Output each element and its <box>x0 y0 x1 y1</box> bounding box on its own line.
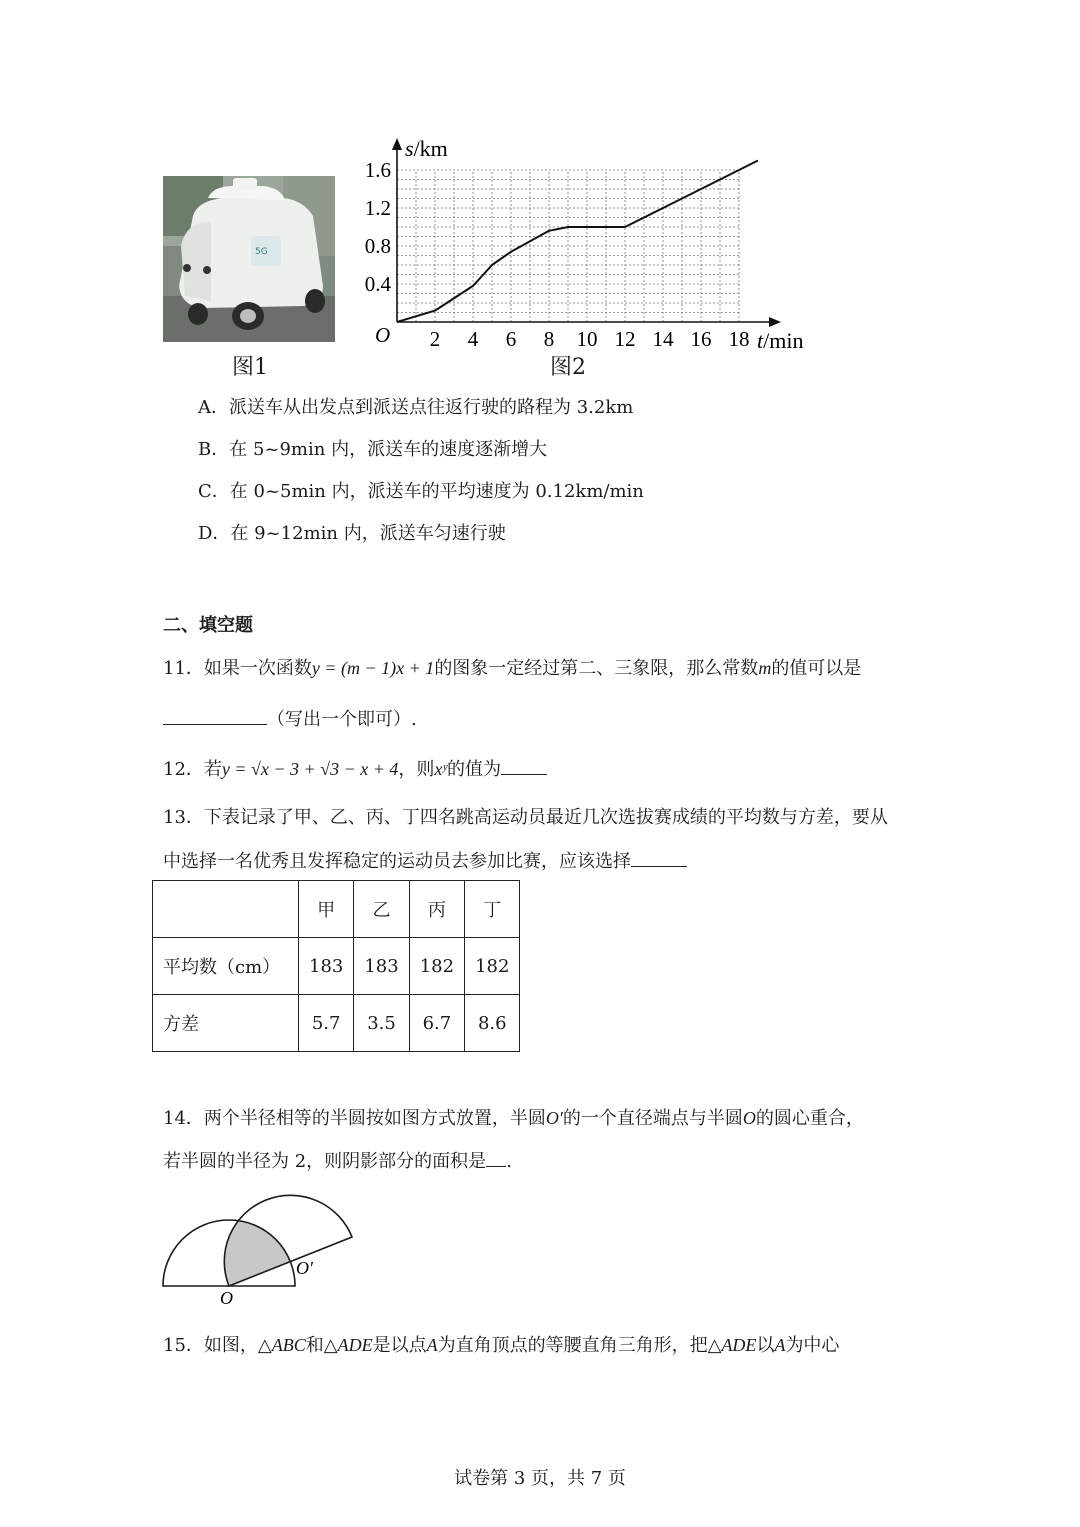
table-cell: 8.6 <box>465 995 520 1052</box>
table-row <box>153 995 520 1052</box>
q11-mid: 的图象一定经过第二、三象限，那么常数 <box>434 658 759 679</box>
q15-a2: A <box>774 1335 786 1355</box>
table-cell <box>153 881 299 938</box>
table-cell: 乙 <box>354 881 409 938</box>
q14-line2-end: . <box>506 1151 512 1172</box>
q15-post: 为中心 <box>785 1335 840 1356</box>
q12-mid: ，则 <box>398 759 435 780</box>
y-tick-label: 0.4 <box>364 272 391 296</box>
q15-mid1: 和△ <box>305 1335 338 1356</box>
label-o-prime: O′ <box>296 1258 313 1278</box>
question-14-line1 <box>163 1106 864 1131</box>
x-tick-label: 6 <box>505 327 517 351</box>
question-13-line2 <box>163 848 687 874</box>
y-tick-label: 1.2 <box>364 196 391 220</box>
page-footer: 试卷第 3 页，共 7 页 <box>454 1468 626 1489</box>
figure1-caption: 图1 <box>232 355 268 380</box>
x-tick-label: 18 <box>728 327 750 351</box>
table-cell: 平均数（cm） <box>153 938 299 995</box>
x-tick-label: 10 <box>576 327 598 351</box>
y-axis-label: s/km <box>405 136 448 161</box>
q15-ade2: ADE <box>721 1335 757 1355</box>
table-header-row <box>153 881 520 938</box>
table-cell: 方差 <box>153 995 299 1052</box>
table-cell: 甲 <box>299 881 354 938</box>
q15-pre: 15．如图，△ <box>163 1335 272 1356</box>
table-cell: 丁 <box>465 881 520 938</box>
q14-answer-blank[interactable] <box>486 1148 506 1167</box>
q11-post: 的值可以是 <box>771 658 862 679</box>
table-cell: 183 <box>354 938 409 995</box>
x-tick-label: 14 <box>652 327 674 351</box>
table-cell: 182 <box>409 938 464 995</box>
q13-answer-blank[interactable] <box>631 848 687 867</box>
origin-label: O <box>375 323 391 347</box>
table-row <box>153 938 520 995</box>
q15-abc: ABC <box>271 1335 306 1355</box>
question-13-line1: 13．下表记录了甲、乙、丙、丁四名跳高运动员最近几次选拔赛成绩的平均数与方差，要从 <box>163 807 888 828</box>
label-o: O <box>220 1288 233 1308</box>
q15-mid3: 为直角顶点的等腰直角三角形，把△ <box>437 1335 722 1356</box>
q14-line1-mid: 的一个直径端点与半圆 <box>562 1108 743 1129</box>
x-axis-label: t/min <box>757 328 804 353</box>
q12-post: 的值为 <box>446 759 501 780</box>
q11-line2-text: （写出一个即可）. <box>267 709 417 730</box>
q14-o: O <box>742 1108 756 1128</box>
question-11-line2 <box>163 706 417 732</box>
x-tick-label: 2 <box>429 327 441 351</box>
option-a: A．派送车从出发点到派送点往返行驶的路程为 3.2km <box>198 397 634 418</box>
table-cell: 丙 <box>409 881 464 938</box>
q15-ade: ADE <box>337 1335 373 1355</box>
q15-mid4: 以 <box>756 1335 775 1356</box>
y-axis-arrow <box>392 138 402 150</box>
table-cell: 3.5 <box>354 995 409 1052</box>
q15-mid2: 是以点 <box>372 1335 427 1356</box>
question-14-line2 <box>163 1148 512 1174</box>
distance-time-chart <box>355 130 815 355</box>
option-d: D．在 9~12min 内，派送车匀速行驶 <box>198 523 506 544</box>
semicircles-figure <box>150 1180 370 1310</box>
y-tick-label: 1.6 <box>364 158 391 182</box>
q11-formula: y = (m − 1)x + 1 <box>311 658 435 678</box>
question-12 <box>163 756 547 782</box>
q12-expr: xʸ <box>434 759 447 779</box>
svg-text:5G: 5G <box>255 247 268 257</box>
table-cell: 6.7 <box>409 995 464 1052</box>
q13-line2-text: 中选择一名优秀且发挥稳定的运动员去参加比赛，应该选择 <box>163 851 631 872</box>
x-axis-arrow <box>769 317 781 327</box>
section-title: 二、填空题 <box>163 615 253 636</box>
y-tick-label: 0.8 <box>364 234 391 258</box>
q11-pre: 11．如果一次函数 <box>163 658 312 679</box>
table-cell: 5.7 <box>299 995 354 1052</box>
x-tick-label: 16 <box>690 327 712 351</box>
q14-line1-pre: 14．两个半径相等的半圆按如图方式放置，半圆 <box>163 1108 546 1129</box>
q14-line2-text: 若半圆的半径为 2，则阴影部分的面积是 <box>163 1151 487 1172</box>
option-b: B．在 5~9min 内，派送车的速度逐渐增大 <box>198 439 548 460</box>
q11-var: m <box>758 658 772 678</box>
question-15 <box>163 1333 839 1358</box>
table-cell: 183 <box>299 938 354 995</box>
q11-answer-blank[interactable] <box>163 706 267 725</box>
delivery-vehicle-photo <box>163 176 335 342</box>
figure2-caption: 图2 <box>550 355 586 380</box>
q14-o-prime: O′ <box>545 1108 563 1128</box>
series-line <box>397 161 758 323</box>
x-tick-label: 12 <box>614 327 636 351</box>
table-cell: 182 <box>465 938 520 995</box>
q15-a: A <box>426 1335 438 1355</box>
q12-formula: y = √x − 3 + √3 − x + 4 <box>221 759 399 779</box>
q12-answer-blank[interactable] <box>501 756 547 775</box>
question-11 <box>163 656 861 681</box>
option-c: C．在 0~5min 内，派送车的平均速度为 0.12km/min <box>198 481 644 502</box>
shaded-region <box>224 1195 352 1286</box>
q12-pre: 12．若 <box>163 759 222 780</box>
q14-line1-post: 的圆心重合， <box>755 1108 864 1129</box>
x-tick-label: 8 <box>543 327 555 351</box>
x-tick-label: 4 <box>467 327 479 351</box>
score-table <box>152 880 520 1052</box>
